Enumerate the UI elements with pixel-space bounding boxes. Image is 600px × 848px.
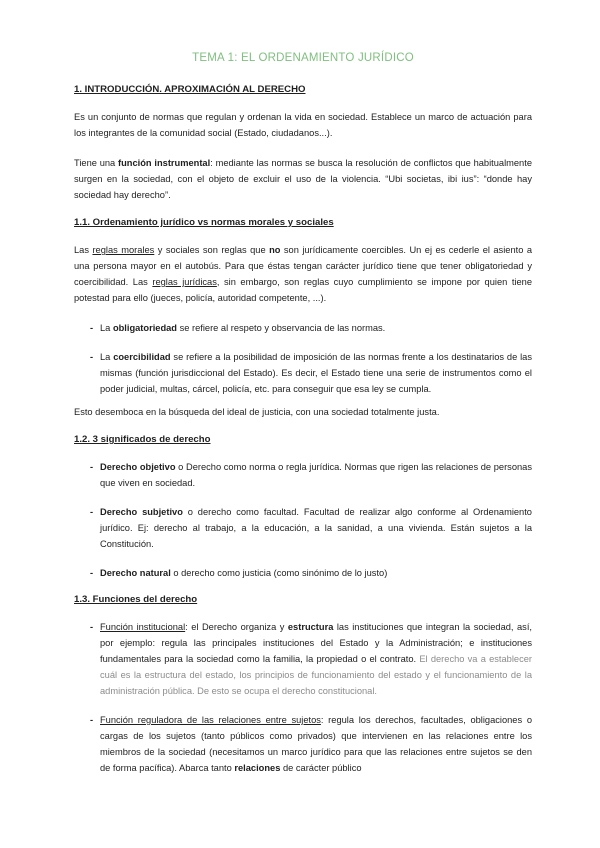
list-item: - Función reguladora de las relaciones entre sujetos: regula los derechos, facultades, obligaciones o cargas de los sujetos (tanto públicos como privados) que intervienen en las relaciones entre los miembros de la sociedad (necesitamos un marco jurídico para que las relaciones entre sujetos se den de forma pacífica). Abarca tanto relaciones de carácter público [74, 712, 532, 776]
section-heading-1-3: 1.3. Funciones del derecho [74, 594, 198, 605]
list-item: - Derecho subjetivo o derecho como facultad. Facultad de realizar algo conforme al Ordenamiento jurídico. Ej: derecho al trabajo, a la educación, a la sanidad, a una vivienda. Están sujetos a la Constitución. [74, 504, 532, 552]
section-heading-1: 1. INTRODUCCIÓN. APROXIMACIÓN AL DERECHO [74, 84, 306, 95]
list-item: - Función institucional: el Derecho organiza y estructura las instituciones que integran la sociedad, así, por ejemplo: regula las principales instituciones del Estado y la Administración; e instituciones fundamentales para la sociedad como la familia, la propiedad o el contrato. El derecho va a establecer cuál es la estructura del estado, los principios de funcionamiento del estado y el funcionamiento de la administración pública. De esto se ocupa el derecho constitucional. [74, 619, 532, 699]
list-meanings-of-law [74, 459, 532, 581]
list-item: - La obligatoriedad se refiere al respeto y observancia de las normas. [74, 320, 532, 336]
paragraph-justice-ideal: Esto desemboca en la búsqueda del ideal de justicia, con una sociedad totalmente justa. [74, 407, 440, 417]
list-functions-of-law [74, 619, 532, 776]
list-item: - La coercibilidad se refiere a la posibilidad de imposición de las normas frente a los destinatarios de las mismas (función jurisdiccional del Estado). Es decir, el Estado tiene una serie de instrumentos como el poder judicial, multas, cárcel, policía, etc. para conseguir que esa ley se cumpla. [74, 349, 532, 397]
list-item: - Derecho natural o derecho como justicia (como sinónimo de lo justo) [74, 565, 532, 581]
paragraph-definition: Es un conjunto de normas que regulan y ordenan la vida en sociedad. Establece un marco de actuación para los integrantes de la comunidad social (Estado, ciudadanos...). [74, 112, 532, 138]
section-heading-1-2: 1.2. 3 significados de derecho [74, 434, 211, 445]
document-title: TEMA 1: EL ORDENAMIENTO JURÍDICO [192, 52, 414, 64]
paragraph-instrumental-function: Tiene una función instrumental: mediante las normas se busca la resolución de conflictos que habitualmente surgen en la sociedad, con el objeto de excluir el uso de la violencia. “Ubi societas, ibi ius”: “donde hay sociedad hay derecho”. [74, 158, 532, 200]
list-obligatoriedad-coercibilidad [74, 320, 532, 397]
paragraph-moral-vs-legal: Las reglas morales y sociales son reglas que no son jurídicamente coercibles. Un ej es cederle el asiento a una persona mayor en el autobús. Para que éstas tengan carácter jurídico tiene que tener obligatoriedad y coercibilidad. Las reglas jurídicas, sin embargo, son reglas cuyo cumplimiento se impone por quien tiene potestad para ello (jueces, policía, autoridad competente, ...). [74, 245, 533, 303]
list-item: - Derecho objetivo o Derecho como norma o regla jurídica. Normas que rigen las relaciones de personas que viven en sociedad. [74, 459, 532, 491]
section-heading-1-1: 1.1. Ordenamiento jurídico vs normas morales y sociales [74, 217, 334, 228]
